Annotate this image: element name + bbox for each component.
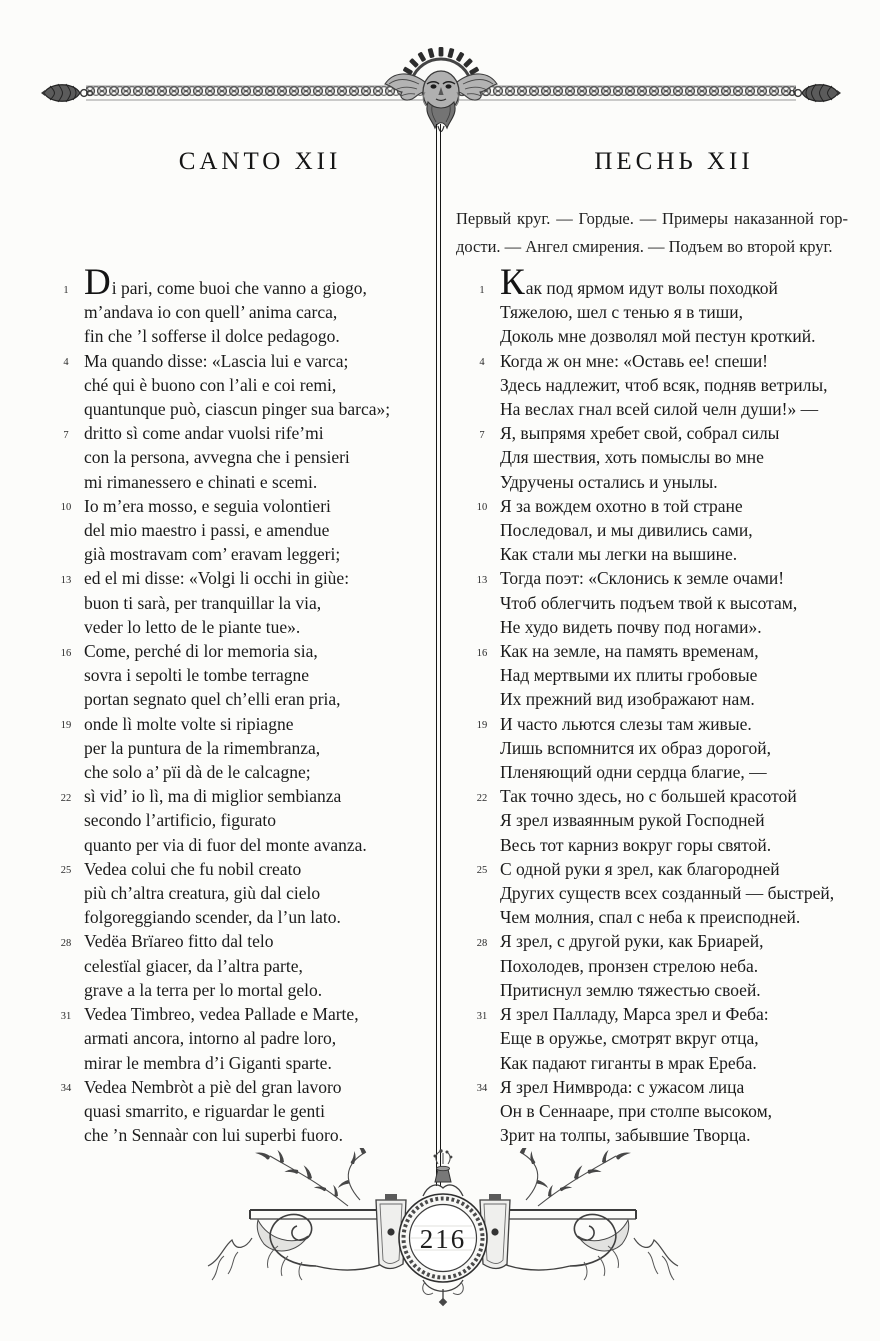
- verse-text: Тяжелою, шел с тенью я в тиши,: [500, 302, 744, 323]
- acorn-finial-left-icon: [41, 84, 92, 102]
- canto-title-italian: CANTO XII: [178, 148, 342, 175]
- verse-line: [500, 445, 848, 469]
- verse-text: Весь тот карниз вокруг горы святой.: [500, 834, 772, 855]
- verse-line: [84, 615, 436, 639]
- verse-line: [500, 663, 848, 687]
- verse-line: [479, 349, 848, 373]
- verse-line: [60, 494, 436, 518]
- verse-text: veder lo letto de le piante tue».: [84, 616, 301, 637]
- verse-text: già mostravam com’ eravam leggeri;: [84, 544, 341, 565]
- argument-line: дости. — Ангел смирения. — Подъем во второй круг.: [456, 236, 833, 256]
- tercet-number: 34: [476, 1083, 488, 1095]
- verse-line: [84, 1123, 436, 1147]
- verse-line: [60, 639, 436, 663]
- tercet-number: 28: [60, 937, 72, 949]
- tercet-number: 28: [476, 937, 488, 949]
- tercet-number: 1: [479, 284, 485, 296]
- verse-text: Vedëa Brïareo fitto dal telo: [84, 931, 274, 952]
- verse-text: quanto per via di fuor del monte avanza.: [84, 834, 367, 855]
- verse-text: Похолодев, пронзен стрелою неба.: [500, 955, 759, 976]
- verse-text: Так точно здесь, но с большей красотой: [500, 786, 797, 807]
- tercet-number: 19: [60, 720, 72, 732]
- verse-text: Для шествия, хоть помыслы во мне: [500, 447, 764, 468]
- tercet-number: 4: [63, 357, 69, 369]
- tercet-number: 10: [60, 502, 72, 514]
- acorn-finial-right-icon: [790, 84, 841, 102]
- verse-line: [84, 978, 436, 1002]
- verse-line: [500, 591, 848, 615]
- verse-line: [84, 300, 436, 324]
- verse-text: fin che ’l sofferse il dolce pedagogo.: [84, 326, 340, 347]
- verse-text: mirar le membra d’i Giganti sparte.: [84, 1052, 332, 1073]
- verse-text: Еще в оружье, смотрят вкруг отца,: [500, 1028, 759, 1049]
- verse-text: i pari, come buoi che vanno a giogo,: [111, 278, 367, 298]
- verse-line: [500, 881, 848, 905]
- verse-line: [500, 1051, 848, 1075]
- verse-text: Зрит на толпы, забывшие Творца.: [500, 1125, 751, 1146]
- tercet-number: 13: [60, 574, 72, 586]
- verse-line: [84, 542, 436, 566]
- verse-line: [84, 808, 436, 832]
- verse-text: armati ancora, intorno al padre loro,: [84, 1028, 337, 1049]
- verse-line: [476, 1002, 848, 1026]
- tailpiece-ornament: [198, 1148, 688, 1308]
- verse-line: [84, 687, 436, 711]
- verse-text: Чтоб облегчить подъем твой к высотам,: [500, 592, 798, 613]
- verse-line: [84, 760, 436, 784]
- canto-title-russian: ПЕСНЬ XII: [594, 148, 754, 175]
- tercet-number: 7: [479, 429, 485, 441]
- verse-line: [500, 760, 848, 784]
- verse-text: С одной руки я зрел, как благородней: [500, 858, 780, 879]
- verse-line: [60, 784, 436, 808]
- verse-text: Доколь мне дозволял мой пестун кроткий.: [500, 326, 816, 347]
- verse-line: [479, 421, 848, 445]
- verse-text: Над мертвыми их плиты гробовые: [500, 665, 758, 686]
- verse-line: [500, 300, 848, 324]
- verse-text: Я зрел, с другой руки, как Бриарей,: [500, 931, 764, 952]
- verse-line: [63, 349, 436, 373]
- page-number-medallion: [399, 1194, 487, 1282]
- canto-argument: [456, 205, 848, 260]
- verse-line: [500, 324, 848, 348]
- verse-line: [476, 1075, 848, 1099]
- verse-text: Удручены остались и унылы.: [500, 471, 718, 492]
- verse-text: Я зрел Палладу, Марса зрел и Феба:: [500, 1004, 769, 1025]
- verse-text: sovra i sepolti le tombe terragne: [84, 665, 309, 686]
- tercet-number: 34: [60, 1083, 72, 1095]
- tercet-number: 10: [476, 502, 488, 514]
- verse-line: [500, 1099, 848, 1123]
- verse-line: [60, 566, 436, 590]
- tercet-number: 1: [63, 284, 69, 296]
- verse-line: [476, 857, 848, 881]
- verse-text: И часто льются слезы там живые.: [500, 713, 752, 734]
- verse-text: quantunque può, ciascun pinger sua barca»;: [84, 399, 391, 420]
- verse-text: Я зрел Нимврода: с ужасом лица: [500, 1076, 745, 1097]
- italian-verse-column: [60, 262, 436, 1147]
- tercet-number: 16: [476, 647, 488, 659]
- verse-line: [476, 712, 848, 736]
- verse-text: con la persona, avvegna che i pensieri: [84, 447, 350, 468]
- grotesque-mask-icon: [385, 47, 497, 132]
- verse-text: Come, perché di lor memoria sia,: [84, 641, 318, 662]
- verse-text: secondo l’artificio, figurato: [84, 810, 276, 831]
- tercet-number: 25: [60, 865, 72, 877]
- verse-line: [500, 1026, 848, 1050]
- verse-line: [84, 833, 436, 857]
- vase-crest-icon: [423, 1149, 463, 1196]
- verse-line: [60, 1075, 436, 1099]
- verse-line: [60, 712, 436, 736]
- verse-text: На веслах гнал всей силой челн души!» —: [500, 399, 819, 420]
- verse-line: [60, 929, 436, 953]
- verse-line: [500, 905, 848, 929]
- verse-line: [500, 808, 848, 832]
- verse-text: celestïal giacer, da l’altra parte,: [84, 955, 303, 976]
- verse-text: m’andava io con quell’ anima carca,: [84, 302, 338, 323]
- verse-text: Притиснул землю тяжестью своей.: [500, 979, 761, 1000]
- verse-text: Когда ж он мне: «Оставь ее! спеши!: [500, 350, 769, 371]
- verse-line: [500, 542, 848, 566]
- verse-line: [84, 1051, 436, 1075]
- verse-line: [84, 397, 436, 421]
- verse-line: [476, 566, 848, 590]
- tercet-number: 7: [63, 429, 69, 441]
- verse-text: Vedea Nembròt a piè del gran lavoro: [84, 1076, 342, 1097]
- verse-line: [500, 978, 848, 1002]
- verse-text: Их прежний вид изображают нам.: [500, 689, 755, 710]
- verse-line: [500, 833, 848, 857]
- engraved-cartouche-icon: [198, 1148, 688, 1308]
- verse-line: [500, 615, 848, 639]
- verse-text: Vedea Timbreo, vedea Pallade e Marte,: [84, 1004, 359, 1025]
- page-number: 216: [419, 1224, 467, 1254]
- verse-line: [84, 663, 436, 687]
- column-divider-rule: [436, 124, 441, 1186]
- verse-line: [84, 1099, 436, 1123]
- verse-line: [84, 470, 436, 494]
- verse-text: folgoreggiando scender, da l’un lato.: [84, 907, 341, 928]
- verse-line: [500, 736, 848, 760]
- verse-line: [476, 929, 848, 953]
- verse-text: onde lì molte volte si ripiagne: [84, 713, 294, 734]
- verse-line: [479, 262, 848, 303]
- verse-line: [84, 591, 436, 615]
- verse-line: [500, 954, 848, 978]
- verse-text: per la puntura de la rimembranza,: [84, 737, 321, 758]
- verse-line: [476, 639, 848, 663]
- verse-line: [84, 1026, 436, 1050]
- verse-text: che ’n Sennaàr con lui superbi fuoro.: [84, 1125, 344, 1146]
- verse-line: [500, 1123, 848, 1147]
- tercet-number: 19: [476, 720, 488, 732]
- verse-line: [500, 397, 848, 421]
- verse-text: Как стали мы легки на вышине.: [500, 544, 738, 565]
- verse-line: [84, 518, 436, 542]
- verse-text: Тогда поэт: «Склонись к земле очами!: [500, 568, 785, 589]
- pendant-icon: [423, 1280, 464, 1306]
- tercet-number: 4: [479, 357, 485, 369]
- verse-text: più ch’altra creatura, giù dal cielo: [84, 883, 321, 904]
- verse-text: che solo a’ pïi dà de le calcagne;: [84, 762, 311, 783]
- verse-line: [84, 324, 436, 348]
- drop-cap: D: [84, 262, 111, 303]
- verse-text: portan segnato quel ch’elli eran pria,: [84, 689, 341, 710]
- verse-text: Он в Сеннааре, при столпе высоком,: [500, 1100, 773, 1121]
- verse-text: ак под ярмом идут волы походкой: [525, 278, 778, 298]
- verse-text: Пленяющий одни сердца благие, —: [500, 762, 767, 783]
- verse-text: Лишь вспомнится их образ дорогой,: [500, 737, 771, 758]
- verse-text: sì vid’ io lì, ma di miglior sembianza: [84, 786, 342, 807]
- verse-text: Чем молния, спал с неба к преисподней.: [500, 907, 801, 928]
- verse-text: dritto sì come andar vuolsi rife’mi: [84, 423, 324, 444]
- tercet-number: 13: [476, 574, 488, 586]
- verse-line: [500, 373, 848, 397]
- verse-text: Как падают гиганты в мрак Ереба.: [500, 1052, 757, 1073]
- verse-text: Не худо видеть почву под ногами».: [500, 616, 762, 637]
- verse-line: [476, 494, 848, 518]
- verse-line: [60, 857, 436, 881]
- verse-text: Я за вождем охотно в той стране: [500, 495, 743, 516]
- drop-cap: К: [500, 262, 525, 303]
- verse-line: [500, 518, 848, 542]
- tercet-number: 22: [60, 792, 72, 804]
- verse-line: [84, 445, 436, 469]
- verse-text: ché qui è buono con l’ali e coi remi,: [84, 374, 337, 395]
- verse-text: Я, выпрямя хребет свой, собрал силы: [500, 423, 780, 444]
- verse-text: del mio maestro i passi, e amendue: [84, 520, 330, 541]
- russian-verse-column: [476, 262, 848, 1147]
- verse-line: [500, 470, 848, 494]
- verse-line: [84, 881, 436, 905]
- verse-text: Vedea colui che fu nobil creato: [84, 858, 302, 879]
- verse-text: Здесь надлежит, чтоб всяк, подняв ветрилы,: [500, 374, 828, 395]
- verse-line: [84, 954, 436, 978]
- verse-text: Других существ всех созданный — быстрей,: [500, 883, 835, 904]
- verse-text: Ma quando disse: «Lascia lui e varca;: [84, 350, 349, 371]
- verse-line: [63, 421, 436, 445]
- verse-text: Последовал, и мы дивились сами,: [500, 520, 753, 541]
- verse-text: quasi smarrito, e riguardar le genti: [84, 1100, 326, 1121]
- verse-text: mi rimanessero e chinati e scemi.: [84, 471, 318, 492]
- argument-line: Первый круг. — Гордые. — Примеры наказанной гор-: [456, 209, 848, 228]
- verse-text: grave a la terra per lo mortal gelo.: [84, 979, 323, 1000]
- tercet-number: 31: [60, 1010, 72, 1022]
- tercet-number: 31: [476, 1010, 488, 1022]
- verse-text: Я зрел изваянным рукой Господней: [500, 810, 765, 831]
- verse-line: [60, 1002, 436, 1026]
- tercet-number: 25: [476, 865, 488, 877]
- verse-text: Как на земле, на память временам,: [500, 641, 759, 662]
- verse-text: ed el mi disse: «Volgi li occhi in giùe:: [84, 568, 350, 589]
- verse-text: Io m’era mosso, e seguia volontieri: [84, 495, 331, 516]
- tercet-number: 16: [60, 647, 72, 659]
- verse-line: [63, 262, 436, 303]
- verse-line: [84, 373, 436, 397]
- verse-line: [84, 905, 436, 929]
- verse-line: [84, 736, 436, 760]
- tercet-number: 22: [476, 792, 488, 804]
- verse-line: [476, 784, 848, 808]
- verse-line: [500, 687, 848, 711]
- verse-text: buon ti sarà, per tranquillar la via,: [84, 592, 322, 613]
